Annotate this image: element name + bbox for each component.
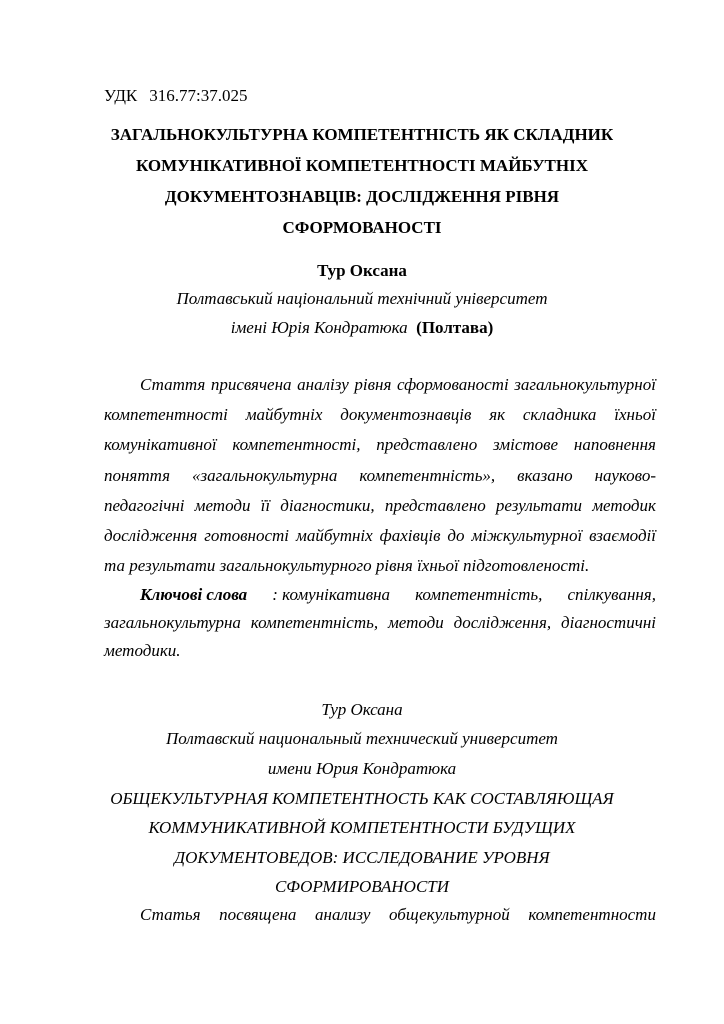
word: майбутніх	[245, 405, 323, 424]
word: спілкування,	[567, 585, 656, 604]
abstract-line	[104, 496, 656, 516]
word: представлено	[376, 435, 478, 454]
word: аналізу	[297, 375, 349, 394]
abstract-line	[104, 435, 656, 455]
word: міжкультурної	[471, 526, 583, 545]
ukr-affiliation-line2	[0, 318, 724, 338]
word: Стаття	[140, 375, 206, 394]
title-line: СФОРМОВАНОСТІ	[282, 218, 442, 237]
word: Статья	[140, 905, 201, 924]
word: науково-	[594, 466, 656, 485]
rus-affiliation-line2: имени Юрия Кондратюка	[267, 759, 457, 778]
word: «загальнокультурна	[191, 466, 338, 485]
word: загальнокультурної	[514, 375, 656, 394]
title-line: ДОКУМЕНТОВЕДОВ: ИССЛЕДОВАНИЕ УРОВНЯ	[174, 848, 550, 867]
rus-author: Тур Оксана	[321, 700, 403, 719]
word: готовності	[204, 526, 290, 545]
word: комунікативної	[104, 435, 217, 454]
word: вказано	[517, 466, 573, 485]
abstract-last-line: та результати загальнокультурного рівня їхньої підготовленості.	[104, 556, 590, 575]
word: педагогічні	[104, 496, 185, 515]
word: змістове	[493, 435, 559, 454]
word: дослідження	[104, 526, 198, 545]
word: поняття	[104, 466, 170, 485]
word: як	[489, 405, 506, 424]
word: : комунікативна	[272, 585, 391, 604]
word: сформованості	[396, 375, 509, 394]
word: методик	[592, 496, 656, 515]
word: компетентність»,	[359, 466, 496, 485]
ukr-author: Тур Оксана	[317, 261, 407, 280]
title-line: КОМУНІКАТИВНОЇ КОМПЕТЕНТНОСТІ МАЙБУТНІХ	[135, 156, 589, 175]
title-line: СФОРМИРОВАНОСТИ	[274, 877, 450, 896]
keywords-line	[104, 613, 656, 633]
word: загальнокультурна	[104, 613, 241, 632]
word: компетентности	[528, 905, 656, 924]
word: фахівців	[379, 526, 441, 545]
word: наповнення	[573, 435, 656, 454]
rus-affiliation-line1: Полтавский национальный технический университет	[166, 729, 558, 748]
word: методи	[387, 613, 444, 632]
word: результати	[495, 496, 583, 515]
title-line: ЗАГАЛЬНОКУЛЬТУРНА КОМПЕТЕНТНІСТЬ ЯК СКЛАДНИК	[110, 125, 614, 144]
keywords-line	[140, 585, 656, 605]
ukr-city: (Полтава)	[416, 318, 494, 337]
word: складника	[522, 405, 597, 424]
ukr-affiliation-name: імені Юрія Кондратюка	[230, 318, 408, 337]
abstract-line	[104, 466, 656, 486]
abstract-line	[104, 405, 656, 425]
word: її	[260, 496, 271, 515]
rus-abstract-line	[140, 905, 656, 925]
word: дослідження,	[453, 613, 552, 632]
keywords-last-line: методики.	[104, 641, 181, 660]
word: до	[447, 526, 465, 545]
word: анализу	[315, 905, 371, 924]
title-line: КОММУНИКАТИВНОЙ КОМПЕТЕНТНОСТИ БУДУЩИХ	[148, 818, 576, 837]
udk-line	[104, 86, 248, 106]
word: рівня	[354, 375, 392, 394]
word: діагностики,	[280, 496, 375, 515]
title-line: ОБЩЕКУЛЬТУРНАЯ КОМПЕТЕНТНОСТЬ КАК СОСТАВЛЯЮЩАЯ	[110, 789, 614, 808]
word: представлено	[384, 496, 486, 515]
ukr-affiliation-line1: Полтавський національний технічний університет	[176, 289, 548, 308]
word: посвящена	[219, 905, 297, 924]
word: діагностичні	[561, 613, 656, 632]
word: компетентність,	[250, 613, 379, 632]
word: майбутніх	[295, 526, 373, 545]
word: компетентність,	[415, 585, 543, 604]
word: общекультурной	[389, 905, 510, 924]
udk-label: УДК	[104, 86, 138, 105]
keywords-label: Ключові слова	[140, 585, 248, 604]
title-line: ДОКУМЕНТОЗНАВЦІВ: ДОСЛІДЖЕННЯ РІВНЯ	[164, 187, 560, 206]
word: їхньої	[614, 405, 656, 424]
abstract-line	[104, 526, 656, 546]
word: компетентності	[104, 405, 228, 424]
udk-code: 316.77:37.025	[149, 86, 248, 105]
word: методи	[194, 496, 251, 515]
word: документознавців	[340, 405, 472, 424]
word: присвячена	[210, 375, 292, 394]
word: компетентності,	[232, 435, 361, 454]
abstract-line	[140, 375, 656, 395]
word: взаємодії	[589, 526, 656, 545]
